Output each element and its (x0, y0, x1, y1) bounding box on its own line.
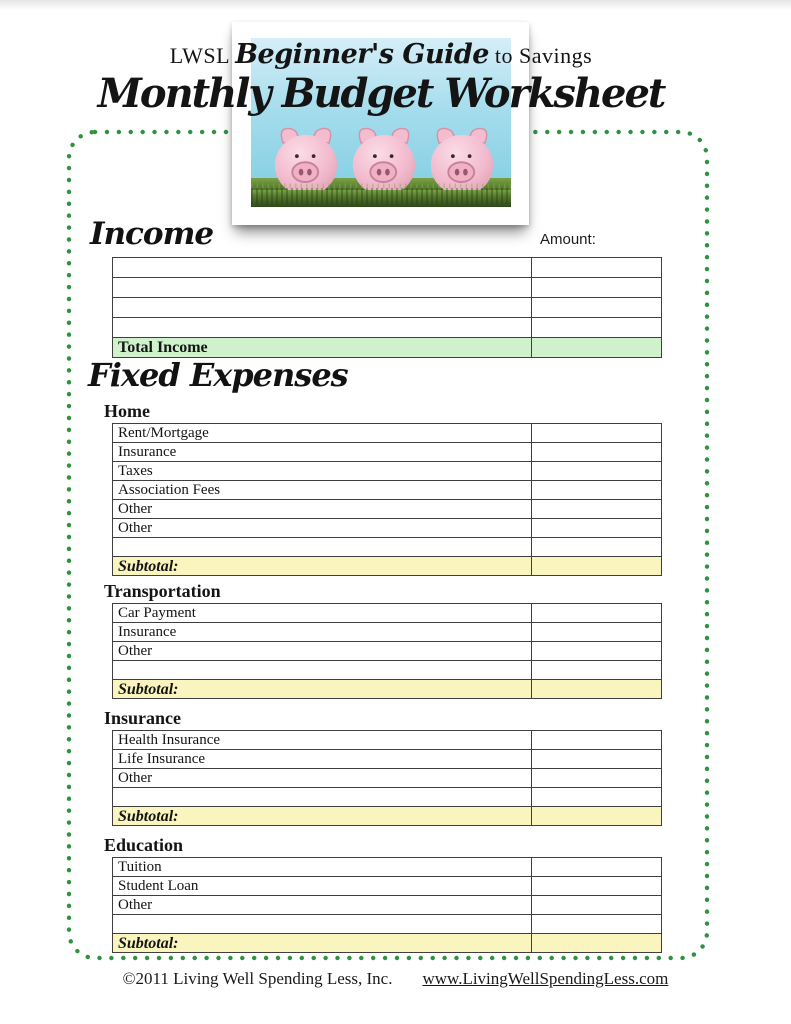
amount-cell (532, 424, 662, 443)
expense-label-cell: Insurance (113, 623, 532, 642)
amount-cell (532, 915, 662, 934)
amount-cell (532, 858, 662, 877)
amount-cell (532, 934, 662, 953)
amount-cell (532, 278, 662, 298)
page-title: Monthly Budget Worksheet (97, 70, 665, 117)
amount-cell (532, 750, 662, 769)
amount-cell (532, 462, 662, 481)
subtotal-label: Subtotal: (113, 557, 532, 576)
total-income-label: Total Income (113, 338, 532, 358)
income-entry-cell (113, 298, 532, 318)
amount-cell (532, 769, 662, 788)
category-block-insurance (104, 708, 662, 826)
amount-cell (532, 680, 662, 699)
amount-cell (532, 623, 662, 642)
expense-label-cell: Student Loan (113, 877, 532, 896)
expense-label-cell (113, 915, 532, 934)
category-table (112, 730, 662, 826)
amount-cell (532, 557, 662, 576)
category-heading: Education (104, 835, 184, 855)
amount-cell (532, 500, 662, 519)
expense-label-cell: Other (113, 769, 532, 788)
expense-label-cell: Health Insurance (113, 731, 532, 750)
income-heading: Income (90, 216, 214, 252)
expense-label-cell: Car Payment (113, 604, 532, 623)
subtitle-prefix: LWSL (169, 43, 230, 68)
expense-label-cell: Other (113, 896, 532, 915)
income-entry-cell (113, 258, 532, 278)
amount-cell (532, 661, 662, 680)
category-block-home (104, 401, 662, 576)
amount-cell (532, 481, 662, 500)
category-heading: Home (104, 401, 150, 421)
amount-cell (532, 604, 662, 623)
category-heading: Insurance (104, 708, 182, 728)
subtitle-line (0, 40, 762, 71)
expense-label-cell (113, 661, 532, 680)
subtotal-label: Subtotal: (113, 934, 532, 953)
footer (0, 969, 791, 989)
amount-cell (532, 258, 662, 278)
header-titles (0, 40, 762, 116)
expense-label-cell: Tuition (113, 858, 532, 877)
category-block-transportation (104, 581, 662, 699)
amount-cell (532, 731, 662, 750)
income-entry-cell (113, 278, 532, 298)
expense-label-cell: Other (113, 519, 532, 538)
category-table (112, 423, 662, 576)
subtotal-label: Subtotal: (113, 807, 532, 826)
expense-label-cell: Other (113, 500, 532, 519)
expense-label-cell: Rent/Mortgage (113, 424, 532, 443)
page-top-shadow (0, 0, 791, 10)
amount-cell (532, 298, 662, 318)
category-table (112, 857, 662, 953)
category-heading: Transportation (104, 581, 221, 601)
income-table-body (113, 258, 662, 358)
amount-cell (532, 788, 662, 807)
expense-label-cell (113, 538, 532, 557)
income-table (112, 257, 662, 358)
amount-cell (532, 538, 662, 557)
fixed-expenses-heading: Fixed Expenses (88, 356, 348, 394)
amount-cell (532, 318, 662, 338)
subtitle-script: Beginner's Guide (235, 39, 489, 70)
category-table (112, 603, 662, 699)
subtotal-label: Subtotal: (113, 680, 532, 699)
expense-label-cell: Association Fees (113, 481, 532, 500)
copyright-text: ©2011 Living Well Spending Less, Inc. (122, 969, 393, 988)
amount-column-label: Amount: (540, 231, 596, 248)
amount-cell (532, 807, 662, 826)
amount-cell (532, 519, 662, 538)
income-table-wrap (112, 257, 662, 358)
subtitle-suffix: to Savings (494, 43, 593, 68)
expense-label-cell: Insurance (113, 443, 532, 462)
website-link[interactable]: www.LivingWellSpendingLess.com (422, 969, 669, 988)
amount-cell (532, 443, 662, 462)
income-entry-cell (113, 318, 532, 338)
expense-label-cell: Life Insurance (113, 750, 532, 769)
amount-cell (532, 338, 662, 358)
amount-cell (532, 877, 662, 896)
expense-label-cell: Other (113, 642, 532, 661)
amount-cell (532, 642, 662, 661)
amount-cell (532, 896, 662, 915)
category-block-education (104, 835, 662, 953)
expense-label-cell (113, 788, 532, 807)
expense-label-cell: Taxes (113, 462, 532, 481)
